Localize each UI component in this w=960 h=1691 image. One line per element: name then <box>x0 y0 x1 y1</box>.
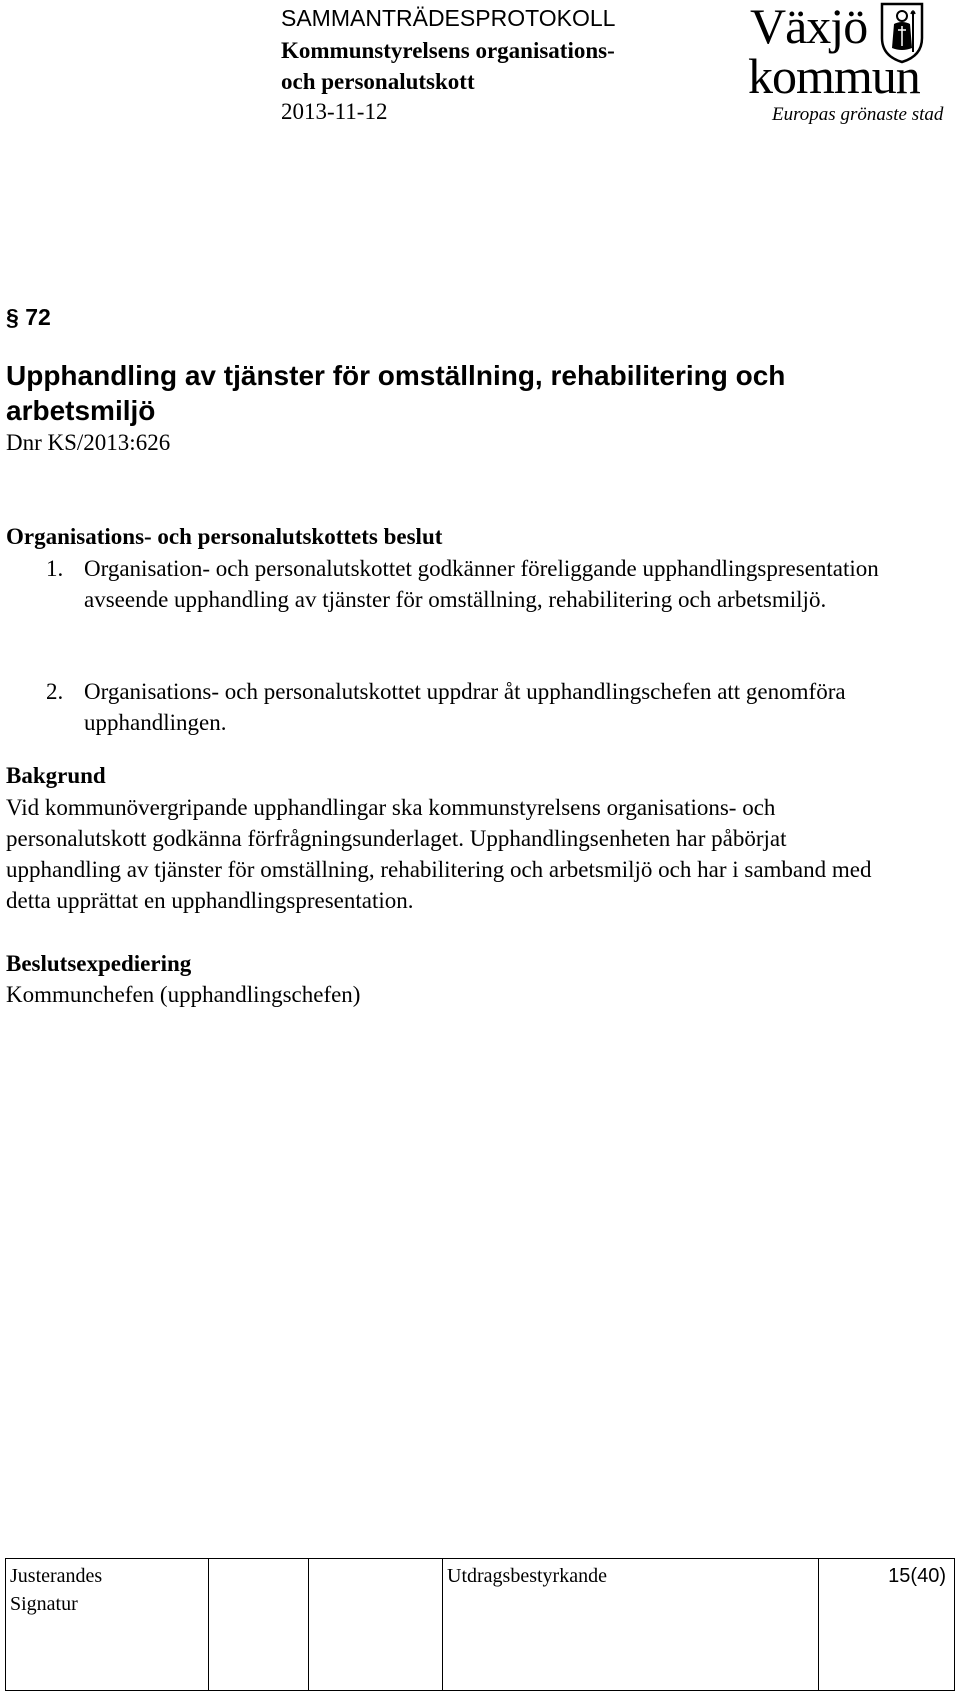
signatur-label: Signatur <box>10 1593 78 1615</box>
utdragsbestyrkande-cell <box>443 1559 819 1691</box>
page-number-cell <box>819 1559 955 1691</box>
logo-word-vaxjo: Växjö <box>750 0 868 54</box>
diary-number: Dnr KS/2013:626 <box>6 430 171 455</box>
vaxjo-kommun-logo <box>748 0 960 130</box>
decision-item-text: Organisation- och personalutskottet godkänner föreliggande upphandlingspresentation avseende upphandling av tjänster för omställning, rehabilitering och arbetsmiljö. <box>84 556 879 612</box>
logo-word-kommun: kommun <box>748 48 920 104</box>
page-total: (40) <box>910 1565 946 1587</box>
dispatch-recipient: Kommunchefen (upphandlingschefen) <box>6 982 361 1007</box>
paragraph-number <box>6 302 51 332</box>
dispatch-heading: Beslutsexpediering <box>6 951 192 976</box>
paragraph-symbol: § <box>6 304 19 330</box>
signature-box <box>209 1559 309 1691</box>
meeting-body <box>281 35 701 97</box>
signature-box <box>309 1559 443 1691</box>
decision-item-number: 2. <box>46 679 64 704</box>
justerandes-signatur-cell <box>6 1559 209 1691</box>
meeting-date: 2013-11-12 <box>281 99 388 124</box>
background-heading: Bakgrund <box>6 763 106 788</box>
decision-item-number: 1. <box>46 556 64 581</box>
logo-tagline: Europas grönaste stad <box>772 104 944 125</box>
document-type: SAMMANTRÄDESPROTOKOLL <box>281 5 616 31</box>
background-text: Vid kommunövergripande upphandlingar ska kommunstyrelsens organisations- och personalutskott godkänna förfrågningsunderlaget. Upphandlingsenheten har påbörjat upphandling av tjänster för omställning, rehabilitering och arbetsmiljö och har i samband med detta upprättat en upphandlingspresentation. <box>6 795 872 913</box>
page-current: 15 <box>888 1565 911 1587</box>
page-title: Upphandling av tjänster för omställning, rehabilitering och arbetsmiljö <box>6 360 786 426</box>
decision-item-text: Organisations- och personalutskottet uppdrar åt upphandlingschefen att genomföra upphandlingen. <box>84 679 846 735</box>
justerandes-label: Justerandes <box>10 1565 103 1587</box>
meeting-body-line1: Kommunstyrelsens organisations- <box>281 38 615 63</box>
signature-footer-table <box>5 1558 955 1691</box>
decision-heading: Organisations- och personalutskottets beslut <box>6 524 443 549</box>
meeting-body-line2: och personalutskott <box>281 69 475 94</box>
utdragsbestyrkande-label: Utdragsbestyrkande <box>447 1565 607 1587</box>
paragraph-value: 72 <box>25 304 51 330</box>
